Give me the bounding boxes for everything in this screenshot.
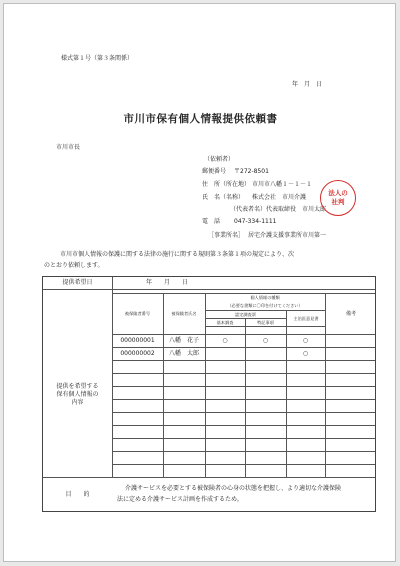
col-special-notes: 特記事項 [257,319,274,325]
request-table [42,276,376,512]
page-title: 市川市保有個人情報提供依頼書 [123,113,278,125]
col-remarks: 備考 [345,310,356,317]
date-line: 年 月 日 [292,81,323,88]
address-label: 住 所（所在地） [202,181,251,188]
row-1-special-mark: ○ [262,336,269,344]
info-content-label: 提供を希望する 保有個人情報の 内容 [56,383,99,406]
col-info-types-note: （必要な書類に〇印を付けてください） [227,302,303,308]
purpose-text-1: 介護サービスを必要とする被保険者の心身の状態を把握し、より適切な介護保険 [125,485,342,492]
row-1-doctor-mark: ○ [302,336,309,344]
form-number: 様式第１号（第３条関係） [61,55,134,62]
row-2-doctor-mark: ○ [302,349,309,357]
seal-line-2: 社判 [331,198,345,206]
purpose-label: 目 的 [65,490,90,498]
desired-date-label: 提供希望日 [62,279,93,286]
row-2-basic-mark [205,347,245,360]
name-value: 株式会社 市川介護 [252,194,307,201]
document-page [3,3,396,562]
row-2-special-mark [245,347,286,360]
col-basic-survey: 基本調査 [216,319,234,325]
phone-label: 電 話 [202,218,221,225]
office-label: ［事業所名］ [208,232,245,239]
addressee: 市川市長 [56,144,81,151]
address-value: 市川市八幡１－１－１ [252,181,313,188]
col-info-types: 個人情報の種類 [250,295,280,300]
col-certification-survey: 認定調査票 [235,311,256,317]
row-1-insured-name: 八幡 花子 [168,336,199,344]
postal-value: 〒272-8501 [234,168,269,175]
office-value: 居宅介護支援事業所市川第一 [248,232,327,239]
body-line-1: 市川市個人情報の保護に関する法律の施行に関する規則第３条第１項の規定により、次 [60,251,295,258]
rep-label: （代表者名） [230,206,267,213]
seal-line-1: 法人の [328,189,348,197]
postal-label: 郵便番号 [202,168,227,175]
desired-date-value: 年 月 日 [145,279,188,286]
phone-value: 047-334-1111 [234,218,277,225]
row-2-insured-number: 000000002 [120,349,155,357]
company-seal [320,180,356,216]
name-label: 氏 名（名称） [202,194,245,201]
purpose-text-2: 法に定める介護サービス計画を作成するため。 [117,496,243,503]
body-line-2: のとおり依頼します。 [44,262,104,269]
rep-value: 代表取締役 市川太郎 [266,206,327,213]
col-insured-name: 被保険者氏名 [171,311,197,316]
requester-heading: （依頼者） [204,156,235,163]
row-2-insured-name: 八幡 太郎 [168,349,199,357]
row-1-insured-number: 000000001 [120,336,155,344]
col-insured-number: 被保険者番号 [124,311,151,316]
row-1-basic-mark: ○ [222,336,228,344]
col-doctor-opinion: 主治医意見書 [293,316,319,321]
